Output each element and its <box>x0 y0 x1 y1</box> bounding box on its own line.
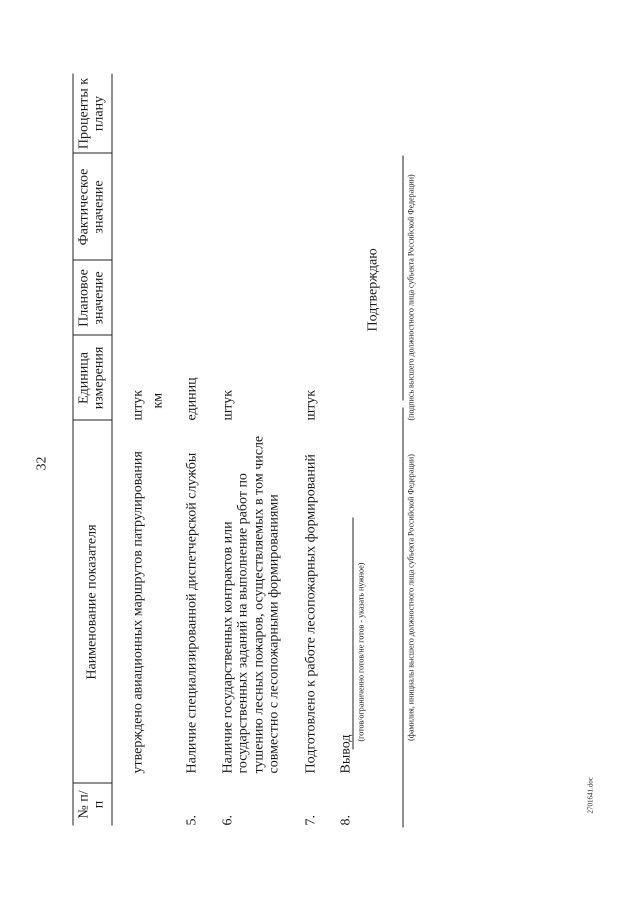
conclusion-hint: (готов/ограниченно готов/не готов - указать нужное) <box>356 562 365 741</box>
table-row <box>338 305 358 825</box>
col-sep-num <box>72 782 111 783</box>
col-sep-name <box>72 419 111 420</box>
row-unit: штук <box>303 389 318 420</box>
row-unit: штук <box>130 389 145 420</box>
table-row <box>303 305 323 825</box>
row-num: 8. <box>338 814 353 825</box>
signature-caption: (подпись высшего должностного лица субъекта Российской Федерации) <box>406 173 415 420</box>
row-num: 6. <box>220 814 235 825</box>
col-sep-planned <box>72 259 111 260</box>
table-header-bottom <box>111 73 112 825</box>
row-name: Подготовлено к работе лесопожарных формирований <box>303 453 318 773</box>
header-actual: Фактическое значение <box>76 168 106 245</box>
row-unit: штук <box>220 389 235 420</box>
page-number: 32 <box>34 456 49 470</box>
row-num: 5. <box>184 814 199 825</box>
table-row <box>130 305 170 825</box>
signature-name-caption: (фамилия, инициалы высшего должностного лица субъекта Российской Федерации) <box>406 453 415 741</box>
row-name: утверждено авиационных маршрутов патрулирования <box>130 450 145 773</box>
row-name: Вывод <box>338 734 353 773</box>
row-unit: единиц <box>184 376 199 420</box>
signature-line <box>402 155 403 400</box>
row-name: Наличие специализированной диспетчерской службы <box>184 452 199 773</box>
header-name: Наименование показателя <box>84 523 99 680</box>
doc-reference: 2701641.doc <box>586 776 594 813</box>
table-top-border <box>72 73 73 825</box>
row-num: 7. <box>303 814 318 825</box>
header-num: № п/п <box>76 789 106 819</box>
name-signature-line <box>402 407 403 827</box>
row-name: Наличие государственных контрактов или государственных заданий на выполнение работ по тушению лесных пожаров, осуществляемых в том числе совместно с лесопожарными формированиями <box>220 435 282 773</box>
col-sep-unit <box>72 334 111 335</box>
header-planned: Плановое значение <box>76 268 106 327</box>
header-percent: Проценты к плану <box>76 77 106 149</box>
col-sep-actual <box>72 152 111 153</box>
table-row <box>184 305 204 825</box>
conclusion-underline <box>352 517 353 749</box>
header-unit: Единица измерения <box>76 346 106 409</box>
confirm-label: Подтверждаю <box>365 247 380 331</box>
table-row <box>220 305 290 825</box>
row-unit-secondary: км <box>150 392 165 408</box>
